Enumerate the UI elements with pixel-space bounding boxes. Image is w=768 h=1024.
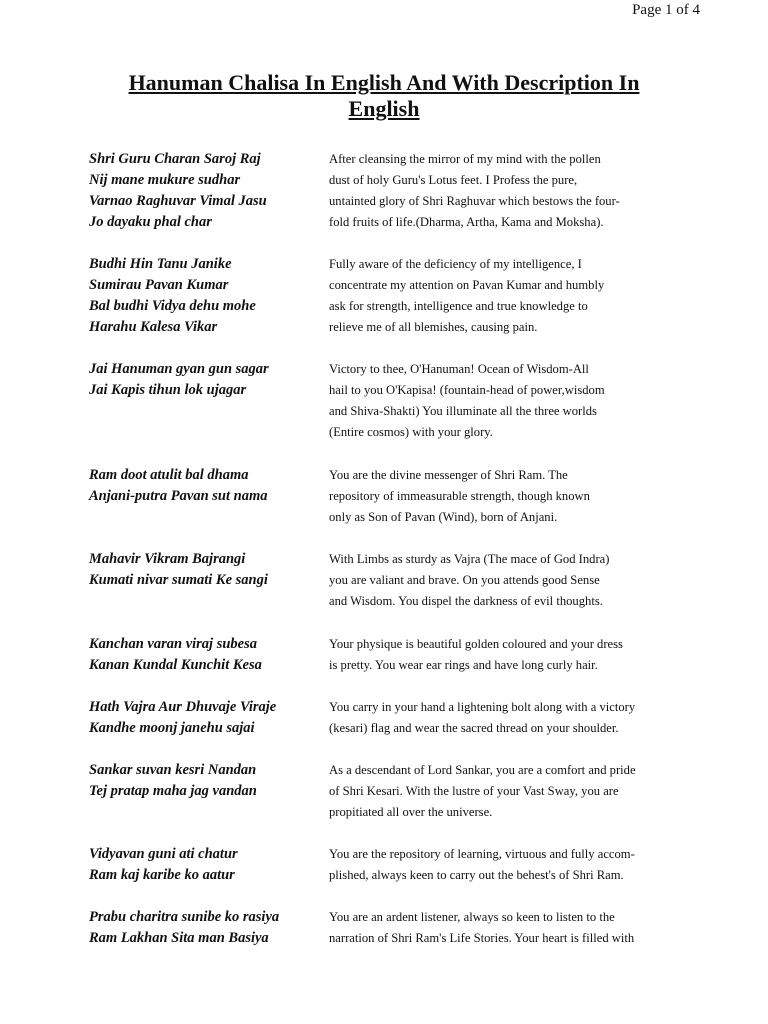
verse-block bbox=[89, 549, 319, 591]
description-block bbox=[329, 254, 649, 338]
description-line: of Shri Kesari. With the lustre of your Vast Sway, you are bbox=[329, 784, 619, 798]
description-line: You are the divine messenger of Shri Ram. The bbox=[329, 468, 568, 482]
verse-line: Kumati nivar sumati Ke sangi bbox=[89, 572, 268, 588]
verse-line: Hath Vajra Aur Dhuvaje Viraje bbox=[89, 699, 277, 715]
description-line: relieve me of all blemishes, causing pain. bbox=[329, 320, 538, 334]
description-block bbox=[329, 465, 649, 528]
verse-line: Varnao Raghuvar Vimal Jasu bbox=[89, 193, 267, 209]
description-line: plished, always keen to carry out the behest's of Shri Ram. bbox=[329, 868, 624, 882]
verse-block bbox=[89, 634, 319, 676]
verse-block bbox=[89, 697, 319, 739]
description-block bbox=[329, 549, 649, 612]
verse-line: Shri Guru Charan Saroj Raj bbox=[89, 151, 261, 167]
verse-block bbox=[89, 149, 319, 233]
description-block bbox=[329, 634, 649, 676]
verse-line: Vidyavan guni ati chatur bbox=[89, 846, 238, 862]
verse-line: Ram doot atulit bal dhama bbox=[89, 467, 249, 483]
description-line: repository of immeasurable strength, though known bbox=[329, 489, 590, 503]
description-line: concentrate my attention on Pavan Kumar and humbly bbox=[329, 278, 605, 292]
description-line: Your physique is beautiful golden coloured and your dress bbox=[329, 637, 623, 651]
verse-line: Anjani-putra Pavan sut nama bbox=[89, 488, 268, 504]
description-line: After cleansing the mirror of my mind with the pollen bbox=[329, 152, 601, 166]
verse-line: Prabu charitra sunibe ko rasiya bbox=[89, 909, 280, 925]
verse-line: Sumirau Pavan Kumar bbox=[89, 277, 229, 293]
description-line: untainted glory of Shri Raghuvar which bestows the four- bbox=[329, 194, 620, 208]
verse-block bbox=[89, 359, 319, 401]
verse-block bbox=[89, 907, 319, 949]
description-block bbox=[329, 697, 649, 739]
description-block bbox=[329, 149, 649, 233]
document-title bbox=[0, 70, 768, 122]
description-line: fold fruits of life.(Dharma, Artha, Kama and Moksha). bbox=[329, 215, 604, 229]
verse-line: Tej pratap maha jag vandan bbox=[89, 783, 257, 799]
document-title-line-1: Hanuman Chalisa In English And With Description In bbox=[128, 70, 640, 95]
verse-line: Jo dayaku phal char bbox=[89, 214, 212, 230]
description-line: You carry in your hand a lightening bolt along with a victory bbox=[329, 700, 636, 714]
verse-block bbox=[89, 760, 319, 802]
description-line: ask for strength, intelligence and true knowledge to bbox=[329, 299, 588, 313]
verse-line: Bal budhi Vidya dehu mohe bbox=[89, 298, 256, 314]
description-line: You are the repository of learning, virtuous and fully accom- bbox=[329, 847, 635, 861]
description-line: and Shiva-Shakti) You illuminate all the three worlds bbox=[329, 404, 597, 418]
page-number: Page 1 of 4 bbox=[632, 2, 700, 18]
verse-line: Kandhe moonj janehu sajai bbox=[89, 720, 255, 736]
description-block bbox=[329, 359, 649, 443]
description-line: and Wisdom. You dispel the darkness of evil thoughts. bbox=[329, 594, 603, 608]
verse-line: Ram kaj karibe ko aatur bbox=[89, 867, 235, 883]
document-title-line-2: English bbox=[348, 96, 420, 121]
verse-line: Jai Hanuman gyan gun sagar bbox=[89, 361, 269, 377]
description-line: Fully aware of the deficiency of my intelligence, I bbox=[329, 257, 582, 271]
description-line: dust of holy Guru's Lotus feet. I Profess the pure, bbox=[329, 173, 578, 187]
verse-block bbox=[89, 254, 319, 338]
description-line: you are valiant and brave. On you attends good Sense bbox=[329, 573, 600, 587]
description-line: (Entire cosmos) with your glory. bbox=[329, 425, 493, 439]
verse-line: Ram Lakhan Sita man Basiya bbox=[89, 930, 269, 946]
verse-line: Jai Kapis tihun lok ujagar bbox=[89, 382, 247, 398]
description-line: (kesari) flag and wear the sacred thread on your shoulder. bbox=[329, 721, 619, 735]
description-line: You are an ardent listener, always so keen to listen to the bbox=[329, 910, 615, 924]
verse-line: Kanan Kundal Kunchit Kesa bbox=[89, 657, 262, 673]
description-block bbox=[329, 760, 649, 823]
description-line: hail to you O'Kapisa! (fountain-head of power,wisdom bbox=[329, 383, 605, 397]
verse-line: Mahavir Vikram Bajrangi bbox=[89, 551, 246, 567]
description-line: only as Son of Pavan (Wind), born of Anjani. bbox=[329, 510, 558, 524]
verse-block bbox=[89, 465, 319, 507]
description-line: narration of Shri Ram's Life Stories. Your heart is filled with bbox=[329, 931, 635, 945]
description-block bbox=[329, 907, 649, 949]
verse-line: Kanchan varan viraj subesa bbox=[89, 636, 257, 652]
verse-line: Sankar suvan kesri Nandan bbox=[89, 762, 257, 778]
verse-line: Nij mane mukure sudhar bbox=[89, 172, 241, 188]
description-line: propitiated all over the universe. bbox=[329, 805, 493, 819]
description-line: As a descendant of Lord Sankar, you are a comfort and pride bbox=[329, 763, 636, 777]
verse-line: Budhi Hin Tanu Janike bbox=[89, 256, 232, 272]
description-block bbox=[329, 844, 649, 886]
verse-block bbox=[89, 844, 319, 886]
description-line: Victory to thee, O'Hanuman! Ocean of Wisdom-All bbox=[329, 362, 589, 376]
description-line: With Limbs as sturdy as Vajra (The mace of God Indra) bbox=[329, 552, 610, 566]
verse-line: Harahu Kalesa Vikar bbox=[89, 319, 218, 335]
description-line: is pretty. You wear ear rings and have long curly hair. bbox=[329, 658, 598, 672]
